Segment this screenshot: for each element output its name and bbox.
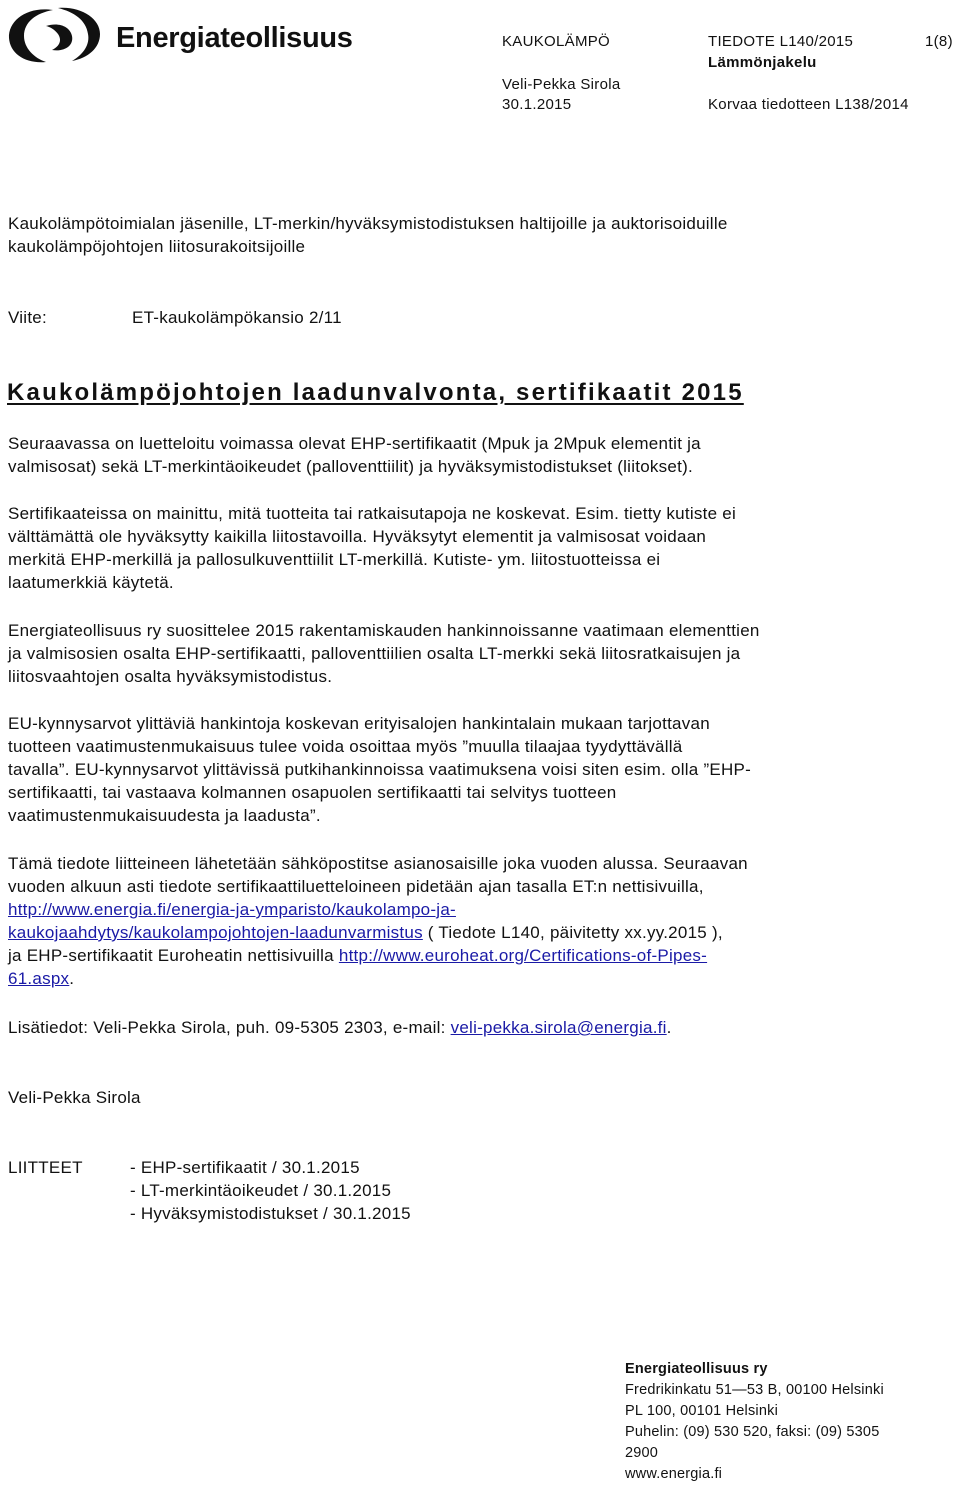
attachment-item: - Hyväksymistodistukset / 30.1.2015 [130,1204,411,1223]
contact-info [8,1016,953,1039]
signature: Veli-Pekka Sirola [8,1088,141,1107]
footer-web: www.energia.fi [625,1466,723,1482]
footer-phone: Puhelin: (09) 530 520, faksi: (09) 5305 [625,1424,880,1440]
attachment-item: - EHP-sertifikaatit / 30.1.2015 [130,1158,360,1177]
text-line: merkitä EHP-merkillä ja pallosulkuventtiilit LT-merkillä. Kutiste- ym. liitostuotteissa ei [8,550,661,569]
attachments-list [130,1156,411,1225]
text-line: Seuraavassa on luetteloitu voimassa olevat EHP-sertifikaatit (Mpuk ja 2Mpuk elementit ja [8,434,701,453]
energia-website-link-continued[interactable]: kaukojaahdytys/kaukolampojohtojen-laadunvarmistus [8,923,423,942]
footer-org: Energiateollisuus ry [625,1361,768,1377]
text-line: sertifikaatti, tai vastaava kolmannen osapuolen sertifikaatti tai selvitys tuotteen [8,783,617,802]
text-line: valmisosat) sekä LT-merkintäoikeudet (palloventtiilit) ja hyväksymistodistukset (liitokset). [8,457,693,476]
energia-website-link[interactable]: http://www.energia.fi/energia-ja-ymparisto/kaukolampo-ja- [8,900,456,919]
euroheat-website-link-continued[interactable]: 61.aspx [8,969,70,988]
footer-street: Fredrikinkatu 51—53 B, 00100 Helsinki [625,1382,884,1398]
paragraph-recommendation [8,619,953,688]
header-author: Veli-Pekka Sirola [502,76,621,93]
recipients-line: kaukolämpöjohtojen liitosurakoitsijoille [8,237,306,256]
text-fragment: . [69,969,75,988]
logo-mark-icon [6,4,106,68]
text-line: liitosvaahtojen osalta hyväksymistodistus. [8,667,333,686]
text-line: tavalla”. EU-kynnysarvot ylittävissä putkihankinnoissa vaatimuksena voisi siten esim. olla ”EHP- [8,760,752,779]
header-date: 30.1.2015 [502,96,572,113]
text-fragment: ( Tiedote L140, päivitetty xx.yy.2015 ), [422,923,723,942]
header-dept: KAUKOLÄMPÖ [502,33,611,50]
recipients [8,212,953,258]
contact-prefix: Lisätiedot: Veli-Pekka Sirola, puh. 09-5305 2303, e-mail: [8,1018,451,1037]
text-line: Tämä tiedote liitteineen lähetetään sähköpostitse asianosaisille joka vuoden alussa. Seuraavan [8,854,748,873]
header-replaces: Korvaa tiedotteen L138/2014 [708,96,909,113]
attachments [8,1156,953,1223]
paragraph-eu-thresholds [8,712,953,827]
text-line: vuoden alkuun asti tiedote sertifikaattiluetteloineen pidetään ajan tasalla ET:n nettisivuilla, [8,877,704,896]
footer-phone-cont: 2900 [625,1445,659,1461]
header-page-number: 1(8) [925,33,953,50]
logo-wordmark: Energiateollisuus [116,22,353,54]
text-line: EU-kynnysarvot ylittäviä hankintoja koskevan erityisalojen hankintalain mukaan tarjottavan [8,714,710,733]
text-line: laatumerkkiä käytetä. [8,573,174,592]
attachment-item: - LT-merkintäoikeudet / 30.1.2015 [130,1181,392,1200]
paragraph-distribution [8,852,953,990]
text-line: välttämättä ole hyväksytty kaikilla liitostavoilla. Hyväksytyt elementit ja valmisosat voidaan [8,527,707,546]
text-line: tuotteen vaatimustenmukaisuus tulee voida osoittaa myös ”muulla tilaajaa tyydyttävällä [8,737,683,756]
footer-address [625,1359,955,1485]
reference-value: ET-kaukolämpökansio 2/11 [132,308,342,327]
company-logo [6,4,353,64]
contact-email-link[interactable]: veli-pekka.sirola@energia.fi [450,1018,667,1037]
document-title: Kaukolämpöjohtojen laadunvalvonta, sertifikaatit 2015 [7,379,744,406]
footer-po-box: PL 100, 00101 Helsinki [625,1403,778,1419]
attachments-label: LIITTEET [8,1158,83,1177]
paragraph-certificates [8,502,953,594]
reference [8,306,953,329]
recipients-line: Kaukolämpötoimialan jäsenille, LT-merkin/hyväksymistodistuksen haltijoille ja auktorisoiduille [8,214,728,233]
text-line: Energiateollisuus ry suosittelee 2015 rakentamiskauden hankinnoissanne vaatimaan elementtien [8,621,760,640]
text-line: vaatimustenmukaisuudesta ja laadusta”. [8,806,321,825]
text-line: Sertifikaateissa on mainittu, mitä tuotteita tai ratkaisutapoja ne koskevat. Esim. tietty kutiste ei [8,504,736,523]
contact-suffix: . [666,1018,672,1037]
euroheat-website-link[interactable]: http://www.euroheat.org/Certifications-of-Pipes- [338,946,708,965]
header-notice-number: TIEDOTE L140/2015 [708,33,854,50]
reference-label: Viite: [8,308,47,327]
text-fragment: ja EHP-sertifikaatit Euroheatin nettisivuilla [8,946,339,965]
paragraph-intro [8,432,953,478]
text-line: ja valmisosien osalta EHP-sertifikaatti, palloventtiilien osalta LT-merkki sekä liitosratkaisujen ja [8,644,741,663]
header-topic: Lämmönjakelu [708,54,817,71]
